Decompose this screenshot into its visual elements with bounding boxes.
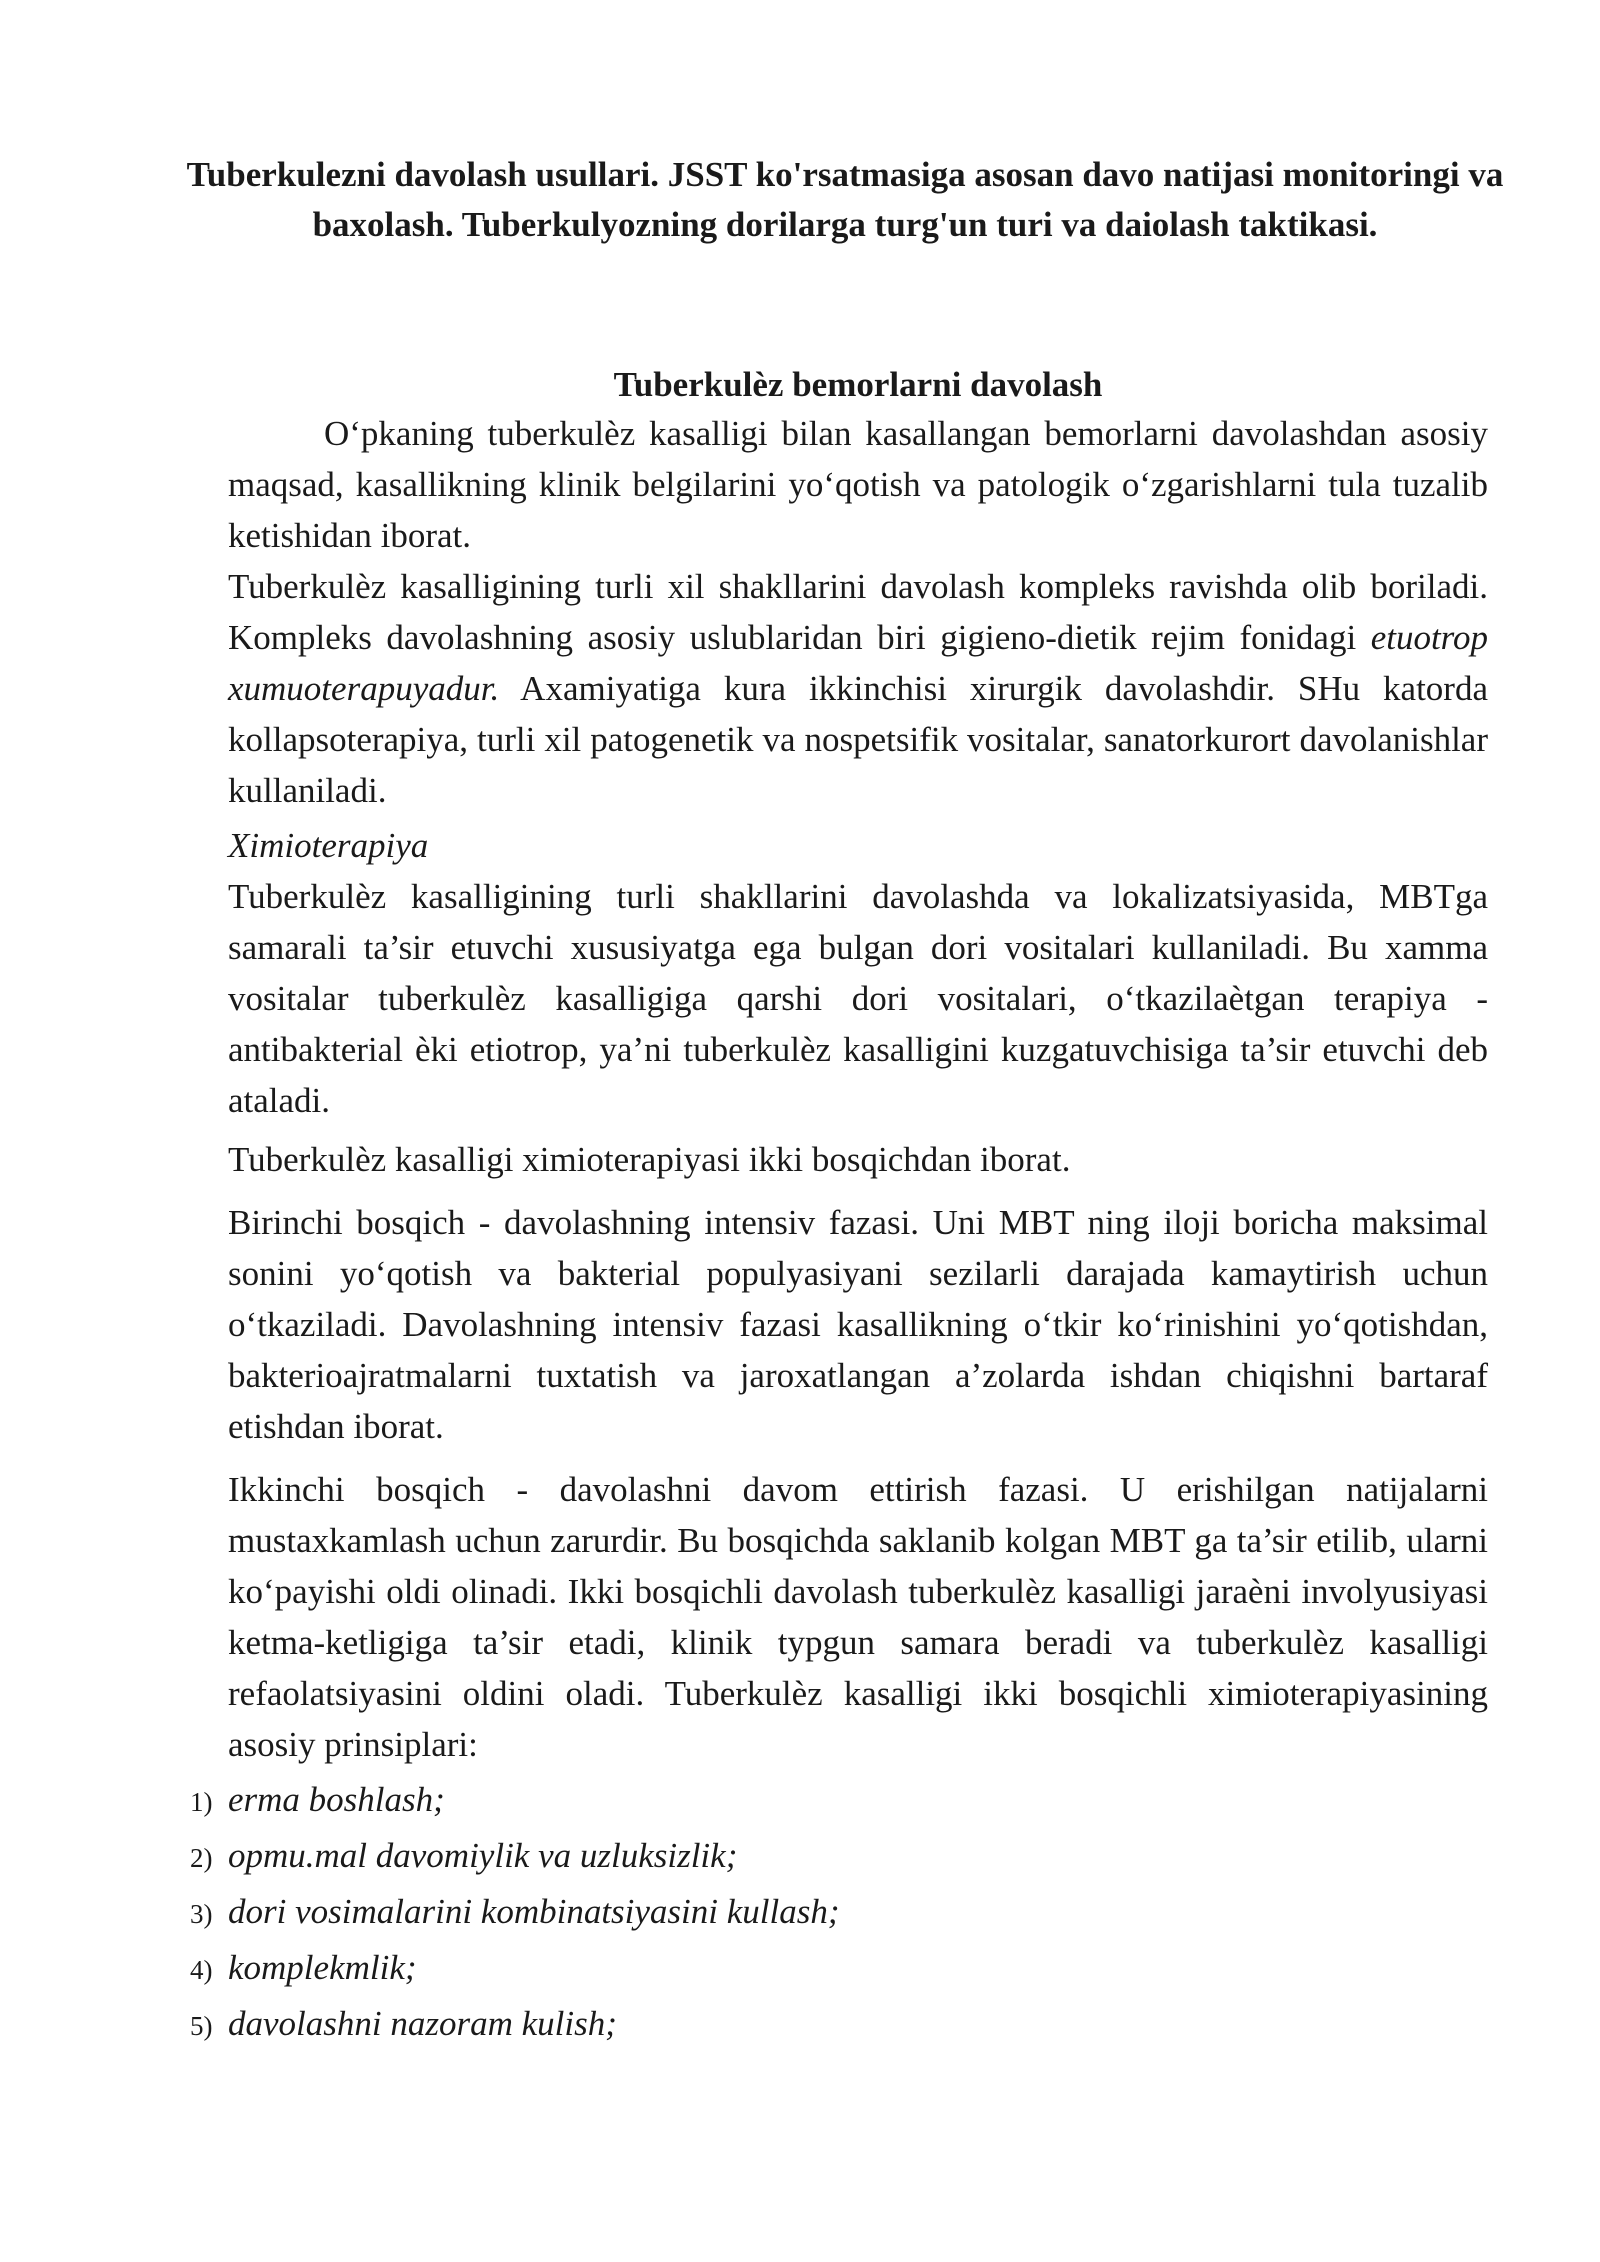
list-number: 2) [190,1843,213,1873]
list-item [190,1998,1488,2054]
paragraph-first-stage: Birinchi bosqich - davolashning intensiv fazasi. Uni MBT ning iloji boricha maksimal sonini yo‘qotish va bakterial populyasiyani sezilarli darajada kamaytirish uchun o‘tkaziladi. Davolashning intensiv fazasi kasallikning o‘tkir ko‘rinishini yo‘qotishdan, bakterioajratmalarni tuxtatish va jaroxatlangan a’zolarda ishdan chiqishni bartaraf etishdan iborat. [228,1203,1488,1446]
list-text: opmu.mal davomiylik va uzluksizlik; [228,1836,738,1875]
list-item [190,1886,1488,1942]
list-text: komplekmlik; [228,1948,417,1987]
document-title: Tuberkulezni davolash usullari. JSST ko'rsatmasiga asosan davo natijasi monitoringi va baxolash. Tuberkulyozning dorilarga turg'un turi va daiolash taktikasi. [186,155,1504,244]
list-item [190,1774,1488,1830]
paragraph-text: Tuberkulèz kasalligining turli xil shakllarini davolash kompleks ravishda olib boriladi. Kompleks davolashning asosiy uslublaridan biri gigieno-dietik rejim fonidagi [228,567,1488,657]
emphasis-text: etuotrop xumuoterapuyadur. [228,618,1488,708]
document-body [190,408,1488,2054]
list-number: 3) [190,1899,213,1929]
paragraph-second-stage: Ikkinchi bosqich - davolashni davom ettirish fazasi. U erishilgan natijalarni mustaxkamlash uchun zarurdir. Bu bosqichda saklanib kolgan MBT ga ta’sir etilib, ularni ko‘payishi oldi olinadi. Ikki bosqichli davolash tuberkulèz kasalligi jaraèni involyusiyasi ketma-ketligiga ta’sir etadi, klinik typgun samara beradi va tuberkulèz kasalligi refaolatsiyasini oldini oladi. Tuberkulèz kasalligi ikki bosqichli ximioterapiyasining asosiy prinsiplari: [228,1470,1488,1764]
paragraph-text: Axamiyatiga kura ikkinchisi xirurgik davolashdir. SHu katorda kollapsoterapiya, turli xil patogenetik va nospetsifik vositalar, sanatorkurort davolanishlar kullaniladi. [228,669,1488,810]
list-text: davolashni nazoram kulish; [228,2004,617,2043]
list-number: 1) [190,1787,213,1817]
list-number: 5) [190,2011,213,2041]
list-item [190,1830,1488,1886]
subheading-chemotherapy: Ximioterapiya [228,826,429,865]
list-item [190,1942,1488,1998]
paragraph-intro: O‘pkaning tuberkulèz kasalligi bilan kasallangan bemorlarni davolashdan asosiy maqsad, kasallikning klinik belgilarini yo‘qotish va patologik o‘zgarishlarni tula tuzalib ketishidan iborat. [228,414,1488,555]
section-heading: Tuberkulèz bemorlarni davolash [613,365,1103,404]
list-text: erma boshlash; [228,1780,445,1819]
paragraph-chemotherapy: Tuberkulèz kasalligining turli shakllarini davolashda va lokalizatsiyasida, MBTga samarali ta’sir etuvchi xususiyatga ega bulgan dori vositalari kullaniladi. Bu xamma vositalar tuberkulèz kasalligiga qarshi dori vositalari, o‘tkazilaètgan terapiya - antibakterial èki etiotrop, ya’ni tuberkulèz kasalligini kuzgatuvchisiga ta’sir etuvchi deb ataladi. [228,877,1488,1120]
list-number: 4) [190,1955,213,1985]
paragraph-complex-treatment [228,561,1488,816]
list-text: dori vosimalarini kombinatsiyasini kullash; [228,1892,840,1931]
paragraph-two-stages: Tuberkulèz kasalligi ximioterapiyasi ikki bosqichdan iborat. [228,1140,1071,1179]
principles-list [190,1774,1488,2054]
